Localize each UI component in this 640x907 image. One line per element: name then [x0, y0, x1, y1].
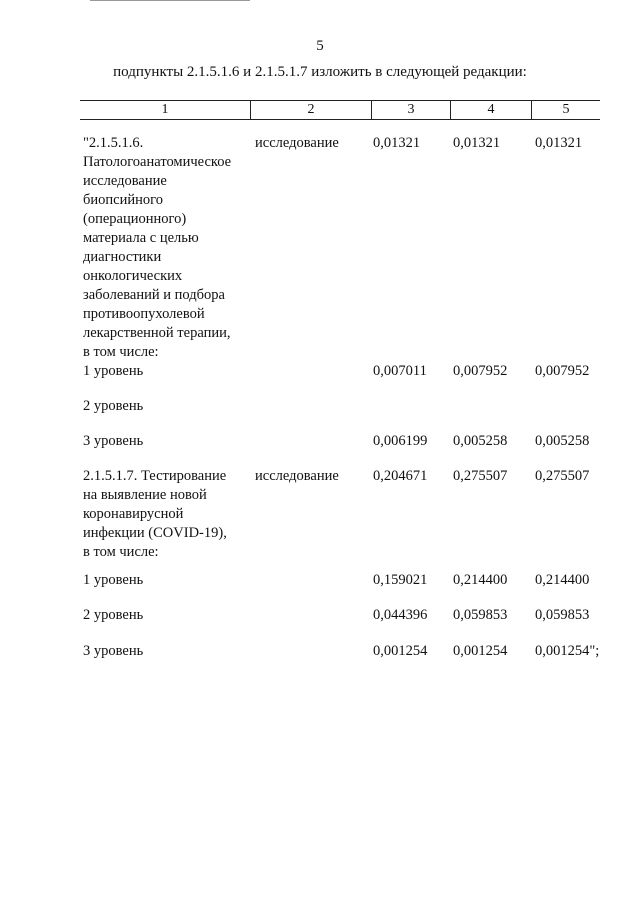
row-value-4: 0,01321	[453, 135, 501, 151]
row-value-3: 0,007011	[373, 363, 427, 379]
row-value-3: 0,001254	[373, 643, 428, 659]
row-description: 2 уровень	[83, 607, 144, 623]
row-description: 2 уровень	[83, 398, 144, 414]
row-value-5: 0,275507	[535, 468, 590, 484]
top-edge-mark	[90, 0, 250, 1]
row-description: 3 уровень	[83, 643, 144, 659]
row-unit: исследование	[255, 468, 339, 484]
row-value-5: 0,01321	[535, 135, 583, 151]
row-value-3: 0,159021	[373, 572, 428, 588]
row-value-3: 0,044396	[373, 607, 428, 623]
row-value-4: 0,275507	[453, 468, 508, 484]
row-value-3: 0,01321	[373, 135, 421, 151]
row-unit: исследование	[255, 135, 339, 151]
row-value-4: 0,005258	[453, 433, 508, 449]
row-value-4: 0,214400	[453, 572, 508, 588]
row-value-5: 0,007952	[535, 363, 590, 379]
table-header	[80, 100, 600, 120]
column-header-2: 2	[307, 102, 315, 117]
row-description: 1 уровень	[83, 363, 144, 379]
row-value-3: 0,006199	[373, 433, 428, 449]
column-header-4: 4	[487, 102, 495, 117]
row-description: 3 уровень	[83, 433, 144, 449]
row-value-5: 0,059853	[535, 607, 590, 623]
row-value-5: 0,214400	[535, 572, 590, 588]
row-value-4: 0,007952	[453, 363, 508, 379]
page-number: 5	[316, 38, 324, 54]
row-value-4: 0,059853	[453, 607, 508, 623]
row-description: 2.1.5.1.7. Тестирование на выявление новой коронавирусной инфекции (COVID-19), в том числе:	[83, 468, 227, 560]
row-value-5: 0,005258	[535, 433, 590, 449]
column-header-5: 5	[562, 102, 570, 117]
row-description: "2.1.5.1.6. Патологоанатомическое исследование биопсийного (операционного) материала с целью диагностики онкологических заболеваний и подбора противоопухолевой лекарственной терапии, в том числе:	[83, 135, 232, 360]
row-value-5: 0,001254";	[535, 643, 600, 659]
row-description: 1 уровень	[83, 572, 144, 588]
row-value-3: 0,204671	[373, 468, 428, 484]
row-value-4: 0,001254	[453, 643, 508, 659]
intro-text: подпункты 2.1.5.1.6 и 2.1.5.1.7 изложить в следующей редакции:	[113, 64, 527, 80]
column-header-3: 3	[407, 102, 415, 117]
column-header-1: 1	[161, 102, 169, 117]
